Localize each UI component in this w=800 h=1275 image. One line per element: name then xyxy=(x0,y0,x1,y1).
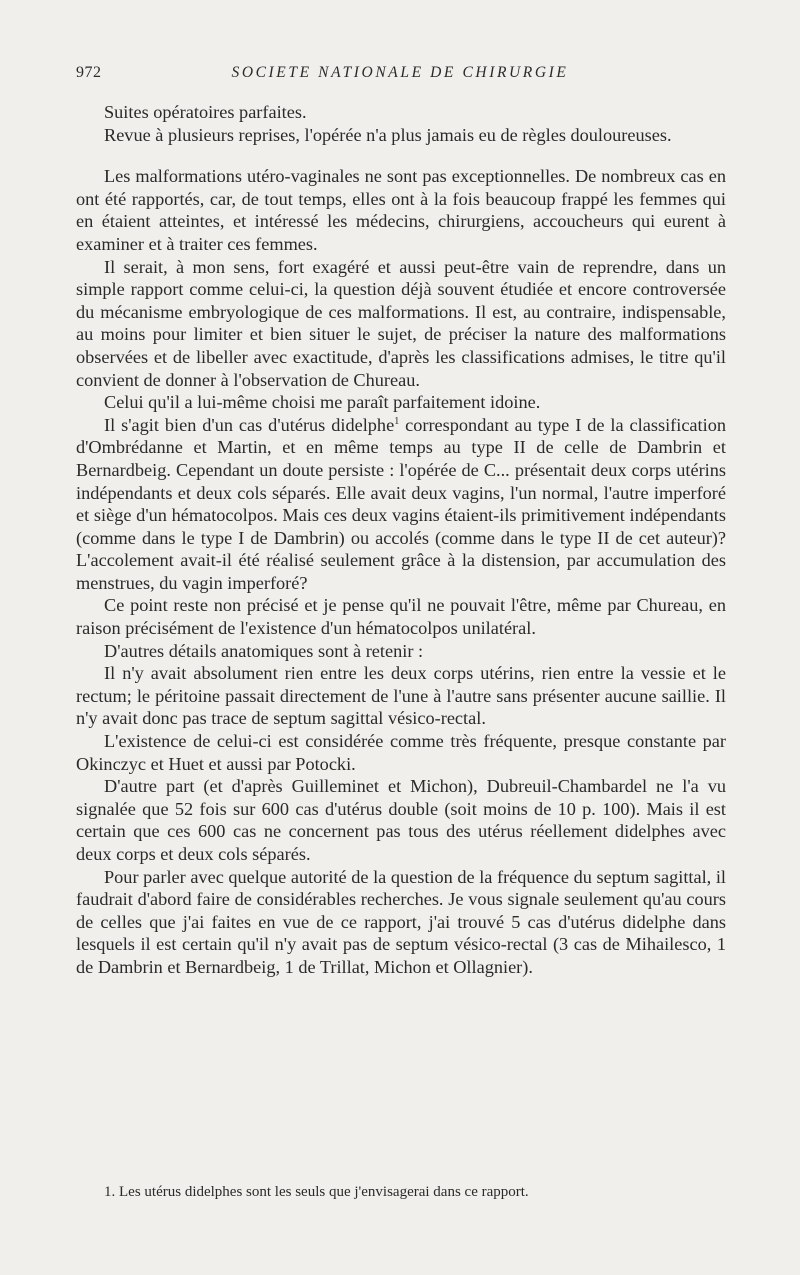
paragraph: Revue à plusieurs reprises, l'opérée n'a plus jamais eu de règles douloureuses. xyxy=(104,124,672,145)
paragraph: Il n'y avait absolument rien entre les deux corps utérins, rien entre la vessie et le rectum; le péritoine passait directement de l'une à l'autre sans présenter aucune saillie. Il n'y avait donc pas trace de septum sagittal vésico-rectal. xyxy=(76,663,726,729)
body-text xyxy=(76,101,726,979)
paragraph: Les malformations utéro-vaginales ne sont pas exceptionnelles. De nombreux cas en ont été rapportés, car, de tout temps, elles ont à la fois beaucoup frappé les femmes qui en étaient atteintes, et intéressé les médecins, chirurgiens, accoucheurs qui eurent à examiner et à traiter ces femmes. xyxy=(76,166,726,254)
paragraph: D'autres détails anatomiques sont à retenir : xyxy=(104,640,424,661)
page-number: 972 xyxy=(76,64,102,81)
paragraph: Il serait, à mon sens, fort exagéré et aussi peut-être vain de reprendre, dans un simple rapport comme celui-ci, la question déjà souvent étudiée et encore controversée du mécanisme embryologique de ces malformations. Il est, au contraire, indispensable, au moins pour limiter et bien situer le sujet, de préciser la nature des malformations observées et de libeller avec exactitude, d'après les classifications admises, le titre qu'il convient de donner à l'observation de Chureau. xyxy=(76,256,726,390)
paragraph: Suites opératoires parfaites. xyxy=(104,102,307,122)
paragraph-text: correspondant au type I de la classification d'Ombrédanne et Martin, et en même temps au type II de celle de Dambrin et Bernardbeig. Cependant un doute persiste : l'opérée de C... présentait deux corps utérins indépendants et deux cols séparés. Elle avait deux vagins, l'un normal, l'autre imperforé et siège d'un hématocolpos. Mais ces deux vagins étaient-ils primitivement indépendants (comme dans le type I de Dambrin) ou accolés (comme dans le type II de cet auteur)? L'accolement avait-il été réalisé seulement grâce à la distension, par accumulation des menstrues, du vagin imperforé? xyxy=(76,414,726,593)
footnote-marker: 1 xyxy=(394,415,400,427)
paragraph: Ce point reste non précisé et je pense qu'il ne pouvait l'être, même par Chureau, en raison précisément de l'existence d'un hématocolpos unilatéral. xyxy=(76,595,726,639)
paragraph: D'autre part (et d'après Guilleminet et Michon), Dubreuil-Chambardel ne l'a vu signalée que 52 fois sur 600 cas d'utérus double (soit moins de 10 p. 100). Mais il est certain que ces 600 cas ne concernent pas tous des utérus réellement didelphes avec deux corps et deux cols séparés. xyxy=(76,776,726,864)
paragraph: Pour parler avec quelque autorité de la question de la fréquence du septum sagittal, il faudrait d'abord faire de considérables recherches. Je vous signale seulement qu'au cours de celles que j'ai faites en vue de ce rapport, j'ai trouvé 5 cas d'utérus didelphe dans lesquels il est certain qu'il n'y avait pas de septum vésico-rectal (3 cas de Mihailesco, 1 de Dambrin et Bernardbeig, 1 de Trillat, Michon et Ollagnier). xyxy=(76,866,726,977)
paragraph: L'existence de celui-ci est considérée comme très fréquente, presque constante par Okinczyc et Huet et aussi par Potocki. xyxy=(76,731,726,774)
paragraph: Celui qu'il a lui-même choisi me paraît parfaitement idoine. xyxy=(104,392,541,413)
footnote: 1. Les utérus didelphes sont les seuls que j'envisagerai dans ce rapport. xyxy=(104,1184,529,1200)
journal-title: SOCIETE NATIONALE DE CHIRURGIE xyxy=(231,64,569,81)
paragraph-text: Il s'agit bien d'un cas d'utérus didelphe xyxy=(104,414,395,435)
paragraph-with-footnote xyxy=(76,414,726,595)
running-head xyxy=(76,64,724,86)
